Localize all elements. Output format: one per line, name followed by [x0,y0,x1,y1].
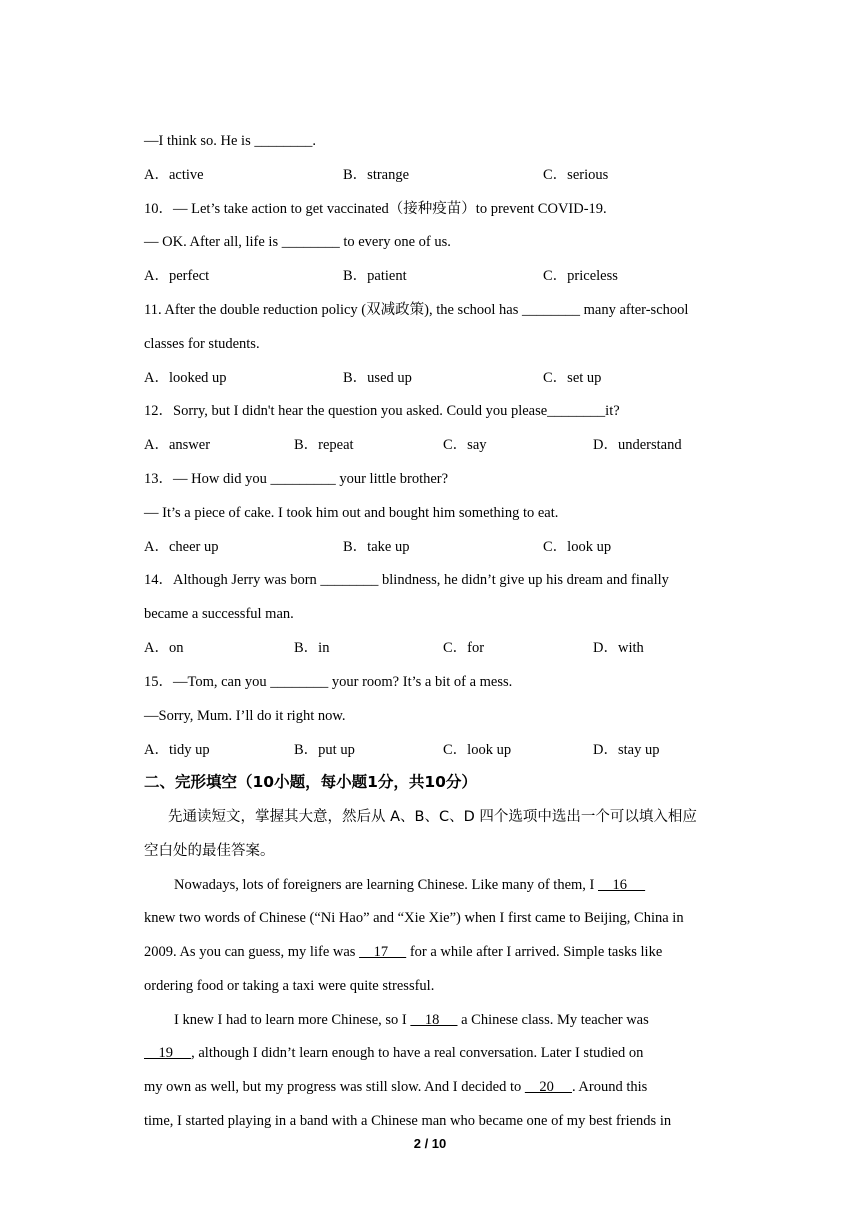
passage-line [144,1077,647,1097]
question-10-reply: — OK. After all, life is ________ to every one of us. [144,234,451,250]
q15-option-b: B．put up [294,742,355,758]
blank-19: 19 [144,1045,192,1061]
q15-option-d: D．stay up [593,742,660,758]
passage-text: for a while after I arrived. Simple tasks like [406,944,663,960]
question-9-line: —I think so. He is ________. [144,133,316,149]
passage-line [144,942,662,962]
q15-option-a: A．tidy up [144,742,210,758]
q13-option-a: A．cheer up [144,539,219,555]
section-instruction-cont: 空白处的最佳答案。 [144,843,275,859]
q11-option-c: C．set up [543,370,602,386]
passage-text: my own as well, but my progress was still slow. And I decided to [144,1079,525,1095]
q10-option-b: B．patient [343,268,407,284]
q14-option-a: A．on [144,640,184,656]
q14-option-b: B．in [294,640,330,656]
question-14-cont: became a successful man. [144,606,294,622]
passage-text: 2009. As you can guess, my life was [144,944,360,960]
q12-option-b: B．repeat [294,437,354,453]
passage-line [174,875,645,895]
passage-line: knew two words of Chinese (“Ni Hao” and “Xie Xie”) when I first came to Beijing, China in [144,910,684,926]
question-10: 10．— Let’s take action to get vaccinated（接种疫苗）to prevent COVID-19. [144,201,607,217]
q12-option-d: D．understand [593,437,682,453]
passage-text: a Chinese class. My teacher was [457,1012,649,1028]
q15-option-c: C．look up [443,742,512,758]
question-11-cont: classes for students. [144,336,260,352]
question-12: 12．Sorry, but I didn't hear the question you asked. Could you please________it? [144,403,620,419]
blank-16: 16 [598,877,646,893]
passage-line [144,1043,643,1063]
q12-option-a: A．answer [144,437,211,453]
question-15: 15．—Tom, can you ________ your room? It’s a bit of a mess. [144,674,513,690]
q11-option-a: A．looked up [144,370,227,386]
passage-text: . Around this [571,1079,648,1095]
blank-18: 18 [410,1012,458,1028]
passage-text: , although I didn’t learn enough to have a real conversation. Later I studied on [191,1045,644,1061]
q11-option-b: B．used up [343,370,412,386]
q12-option-c: C．say [443,437,487,453]
passage-text: I knew I had to learn more Chinese, so I [174,1012,411,1028]
q13-option-c: C．look up [543,539,612,555]
q13-option-b: B．take up [343,539,410,555]
question-13-reply: — It’s a piece of cake. I took him out and bought him something to eat. [144,505,559,521]
passage-line [174,1010,649,1030]
passage-text: Nowadays, lots of foreigners are learning Chinese. Like many of them, I [174,877,598,893]
q14-option-c: C．for [443,640,485,656]
q10-option-c: C．priceless [543,268,618,284]
question-15-reply: —Sorry, Mum. I’ll do it right now. [144,708,346,724]
q10-option-a: A．perfect [144,268,210,284]
question-13: 13．— How did you _________ your little brother? [144,471,449,487]
passage-line: ordering food or taking a taxi were quite stressful. [144,978,435,994]
page-number: 2 / 10 [413,1136,447,1151]
section-instruction: 先通读短文，掌握其大意，然后从 A、B、C、D 四个选项中选出一个可以填入相应 [168,809,697,825]
section-heading: 二、完形填空（10小题，每小题1分，共10分） [144,773,477,791]
question-11: 11. After the double reduction policy (双减政策), the school has ________ many after-school [144,302,689,318]
question-14: 14．Although Jerry was born ________ blindness, he didn’t give up his dream and finally [144,572,669,588]
q9-option-b: B．strange [343,167,410,183]
q9-option-a: A．active [144,167,204,183]
blank-17: 17 [359,944,407,960]
passage-line: time, I started playing in a band with a Chinese man who became one of my best friends in [144,1113,672,1129]
q9-option-c: C．serious [543,167,609,183]
q14-option-d: D．with [593,640,644,656]
blank-20: 20 [524,1079,572,1095]
